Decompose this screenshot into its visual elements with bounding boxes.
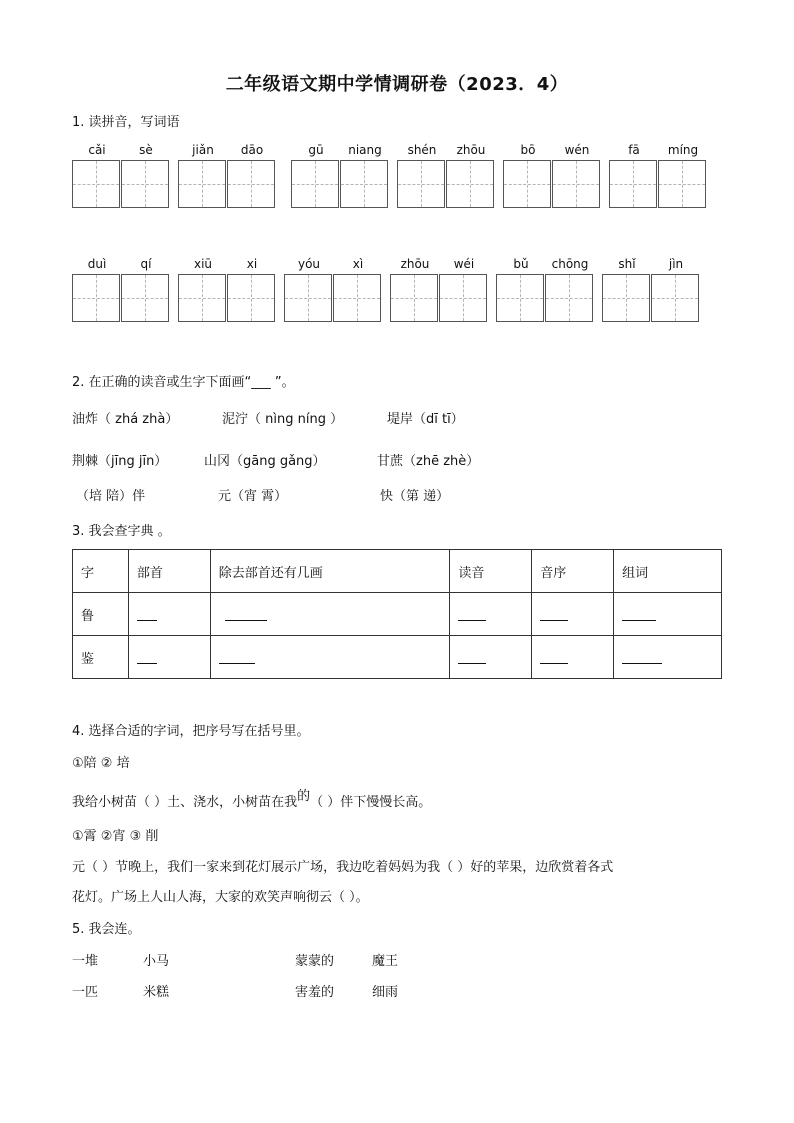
table-cell-char: 鲁 <box>73 593 129 636</box>
writing-box[interactable] <box>609 160 657 208</box>
writing-box[interactable] <box>552 160 600 208</box>
pinyin-label: fā <box>628 143 640 157</box>
q4-sentence-2: 元（ ）节晚上，我们一家来到花灯展示广场，我边吃着妈妈为我（ ）好的苹果，边欣赏着各式 <box>72 860 614 875</box>
pinyin-label: jiǎn <box>192 143 214 157</box>
answer-blank[interactable] <box>614 593 722 636</box>
table-header: 字 <box>73 550 129 593</box>
dictionary-table <box>72 549 722 679</box>
pinyin-label: xiū <box>193 257 213 271</box>
table-row <box>73 593 722 636</box>
pinyin-label: zhōu <box>456 143 486 157</box>
pinyin-label: shǐ <box>618 257 636 271</box>
pinyin-label: zhōu <box>400 257 430 271</box>
answer-blank[interactable] <box>128 593 210 636</box>
writing-box[interactable] <box>72 160 120 208</box>
writing-box[interactable] <box>602 274 650 322</box>
answer-blank[interactable] <box>614 636 722 679</box>
table-row <box>73 636 722 679</box>
writing-box[interactable] <box>121 274 169 322</box>
table-header: 除去部首还有几画 <box>210 550 450 593</box>
q2-item: 元（宵 霄） <box>218 489 288 504</box>
answer-blank[interactable] <box>450 636 532 679</box>
table-header: 音序 <box>532 550 614 593</box>
q3-heading: 3. 我会查字典 。 <box>72 524 171 539</box>
q4-heading: 4. 选择合适的字词，把序号写在括号里。 <box>72 724 310 739</box>
match-item[interactable]: 一堆 <box>72 954 99 969</box>
writing-box[interactable] <box>439 274 487 322</box>
q2-heading: 2. 在正确的读音或生字下面画“___ ”。 <box>72 375 295 390</box>
writing-box[interactable] <box>178 160 226 208</box>
page-title: 二年级语文期中学情调研卷（2023．4） <box>225 74 569 95</box>
writing-box[interactable] <box>121 160 169 208</box>
q2-item: 甘蔗（zhē zhè） <box>377 454 480 469</box>
answer-blank[interactable] <box>532 593 614 636</box>
q2-item: 荆棘（jīng jīn） <box>72 454 168 469</box>
q5-heading: 5. 我会连。 <box>72 922 141 937</box>
writing-box[interactable] <box>658 160 706 208</box>
pinyin-label: xì <box>352 257 364 271</box>
pinyin-label: wén <box>564 143 590 157</box>
pinyin-label: bō <box>520 143 536 157</box>
table-cell-char: 鉴 <box>73 636 129 679</box>
q2-item: 山冈（gāng gǎng） <box>204 454 326 469</box>
q4-sentence-2b: 花灯。广场上人山人海，大家的欢笑声响彻云（ ）。 <box>72 890 369 905</box>
writing-box[interactable] <box>284 274 332 322</box>
writing-box[interactable] <box>178 274 226 322</box>
q2-item: （培 陪）伴 <box>76 489 146 504</box>
pinyin-label: yóu <box>297 257 321 271</box>
table-header: 读音 <box>450 550 532 593</box>
pinyin-label: shén <box>407 143 437 157</box>
writing-box[interactable] <box>496 274 544 322</box>
pinyin-label: cǎi <box>88 143 106 157</box>
writing-box[interactable] <box>227 274 275 322</box>
match-item[interactable]: 米糕 <box>143 985 170 1000</box>
sentence-part: （ ）伴下慢慢长高。 <box>310 795 432 810</box>
q2-item: 油炸（ zhá zhà） <box>72 412 179 427</box>
writing-box[interactable] <box>72 274 120 322</box>
sentence-part: 的 <box>297 789 311 804</box>
pinyin-label: dāo <box>240 143 264 157</box>
pinyin-label: xi <box>246 257 258 271</box>
answer-blank[interactable] <box>210 593 450 636</box>
writing-box[interactable] <box>446 160 494 208</box>
match-item[interactable]: 一匹 <box>72 985 99 1000</box>
q2-item: 快（第 递） <box>380 489 450 504</box>
answer-blank[interactable] <box>450 593 532 636</box>
answer-blank[interactable] <box>532 636 614 679</box>
q2-item: 堤岸（dī tī） <box>387 412 464 427</box>
q4-sentence-1 <box>72 791 431 810</box>
pinyin-label: gū <box>308 143 324 157</box>
table-header: 部首 <box>128 550 210 593</box>
match-item[interactable]: 蒙蒙的 <box>295 954 335 969</box>
q2-item: 泥泞（ nìng níng ） <box>222 412 344 427</box>
match-item[interactable]: 害羞的 <box>295 985 335 1000</box>
pinyin-label: chōng <box>551 257 589 271</box>
writing-box[interactable] <box>503 160 551 208</box>
writing-box[interactable] <box>397 160 445 208</box>
q4-options-1: ①陪 ② 培 <box>72 756 130 771</box>
pinyin-label: bǔ <box>513 257 529 271</box>
pinyin-label: míng <box>667 143 699 157</box>
q1-heading: 1. 读拼音，写词语 <box>72 115 180 130</box>
pinyin-label: niang <box>348 143 382 157</box>
answer-blank[interactable] <box>128 636 210 679</box>
sentence-part: 我给小树苗（ ）土、浇水，小树苗在我 <box>72 795 298 810</box>
pinyin-label: wéi <box>453 257 475 271</box>
pinyin-label: duì <box>87 257 107 271</box>
writing-box[interactable] <box>651 274 699 322</box>
writing-box[interactable] <box>340 160 388 208</box>
table-header: 组词 <box>614 550 722 593</box>
match-item[interactable]: 细雨 <box>372 985 399 1000</box>
pinyin-label: qí <box>140 257 152 271</box>
writing-box[interactable] <box>545 274 593 322</box>
writing-box[interactable] <box>291 160 339 208</box>
pinyin-label: jìn <box>668 257 684 271</box>
table-header-row <box>73 550 722 593</box>
writing-box[interactable] <box>227 160 275 208</box>
writing-box[interactable] <box>390 274 438 322</box>
match-item[interactable]: 小马 <box>143 954 170 969</box>
writing-box[interactable] <box>333 274 381 322</box>
match-item[interactable]: 魔王 <box>372 954 399 969</box>
pinyin-label: sè <box>139 143 153 157</box>
q4-options-2: ①霄 ②宵 ③ 削 <box>72 829 159 844</box>
answer-blank[interactable] <box>210 636 450 679</box>
